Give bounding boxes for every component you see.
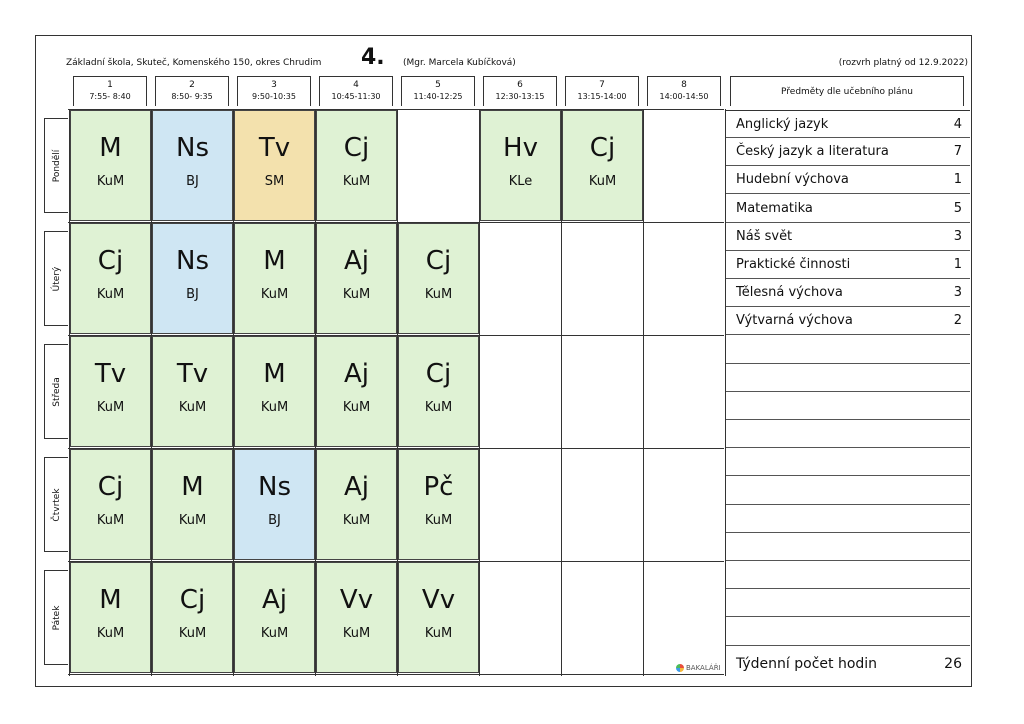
subject-hours: 3	[953, 285, 962, 301]
period-time: 10:45-11:30	[331, 92, 381, 101]
lesson-cell[interactable]	[398, 449, 479, 560]
lesson-cell[interactable]	[70, 336, 151, 447]
subject-row-empty	[726, 505, 970, 533]
subject-row	[726, 166, 970, 194]
lesson-cell[interactable]	[316, 110, 397, 221]
lesson-cell[interactable]	[70, 449, 151, 560]
subject-row	[726, 138, 970, 166]
lesson-subject: Aj	[343, 246, 369, 276]
subject-name: Anglický jazyk	[736, 117, 829, 132]
subject-name: Hudební výchova	[736, 172, 849, 188]
lesson-teacher: KuM	[96, 174, 125, 189]
lesson-subject: Ns	[176, 133, 209, 163]
lesson-teacher: KuM	[260, 626, 289, 641]
lesson-subject: Tv	[176, 359, 209, 389]
lesson-teacher: KuM	[424, 287, 453, 302]
subject-name: Náš svět	[736, 228, 793, 244]
lesson-cell[interactable]	[398, 223, 479, 334]
lesson-cell[interactable]	[562, 110, 643, 221]
period-header-6	[483, 76, 557, 106]
bakalari-logo-icon	[676, 664, 684, 672]
lesson-teacher: BJ	[186, 287, 199, 302]
subject-name: Český jazyk a literatura	[736, 144, 889, 160]
lesson-teacher: KuM	[342, 287, 371, 302]
bakalari-logo	[676, 664, 721, 672]
lesson-subject: Aj	[261, 585, 287, 615]
subject-row-empty	[726, 477, 970, 505]
lesson-teacher: KuM	[96, 400, 125, 415]
lesson-cell[interactable]	[234, 110, 315, 221]
lesson-teacher: SM	[264, 174, 285, 189]
lesson-cell[interactable]	[398, 336, 479, 447]
period-number: 3	[271, 80, 277, 90]
period-header-4	[319, 76, 393, 106]
lesson-cell[interactable]	[152, 110, 233, 221]
period-number: 8	[681, 80, 687, 90]
period-number: 4	[353, 80, 359, 90]
lesson-cell[interactable]	[234, 223, 315, 334]
lesson-teacher: KuM	[342, 400, 371, 415]
day-label-4	[44, 457, 68, 552]
subject-row-empty	[726, 533, 970, 561]
subject-row-empty	[726, 336, 970, 364]
lesson-subject: Cj	[425, 246, 452, 276]
lesson-subject: M	[263, 359, 286, 389]
lesson-subject: Ns	[258, 472, 291, 502]
lesson-subject: Cj	[179, 585, 206, 615]
subject-row	[726, 307, 970, 335]
day-label-3	[44, 344, 68, 439]
lesson-cell[interactable]	[316, 223, 397, 334]
subject-row-empty	[726, 392, 970, 420]
weekly-total-label: Týdenní počet hodin	[736, 656, 878, 672]
period-number: 5	[435, 80, 441, 90]
lesson-cell[interactable]	[234, 449, 315, 560]
period-time: 14:00-14:50	[659, 92, 709, 101]
lesson-teacher: KuM	[96, 513, 125, 528]
lesson-cell[interactable]	[152, 562, 233, 673]
lesson-subject: Cj	[589, 133, 616, 163]
period-time: 7:55- 8:40	[89, 92, 131, 101]
lesson-cell[interactable]	[398, 562, 479, 673]
subject-name: Matematika	[736, 200, 813, 216]
lesson-teacher: KuM	[342, 513, 371, 528]
day-name: Čtvrtek	[51, 487, 62, 522]
period-header-2	[155, 76, 229, 106]
validity-date: (rozvrh platný od 12.9.2022)	[838, 58, 968, 68]
subject-hours: 3	[953, 228, 962, 244]
lesson-cell[interactable]	[480, 110, 561, 221]
lesson-subject: Vv	[339, 585, 374, 615]
lesson-cell[interactable]	[316, 336, 397, 447]
lesson-subject: Cj	[343, 133, 370, 163]
grid-line	[68, 674, 724, 675]
period-header-3	[237, 76, 311, 106]
lesson-teacher: KLe	[508, 174, 533, 189]
lesson-subject: M	[263, 246, 286, 276]
lesson-subject: Aj	[343, 359, 369, 389]
period-time: 13:15-14:00	[577, 92, 627, 101]
lesson-subject: Tv	[94, 359, 127, 389]
lesson-subject: Tv	[258, 133, 291, 163]
subject-hours: 4	[953, 117, 962, 132]
lesson-cell[interactable]	[152, 336, 233, 447]
subject-name: Praktické činnosti	[736, 257, 851, 272]
day-name: Úterý	[51, 266, 62, 291]
lesson-teacher: BJ	[268, 513, 281, 528]
subject-row-empty	[726, 561, 970, 589]
lesson-teacher: KuM	[96, 626, 125, 641]
period-time: 8:50- 9:35	[171, 92, 213, 101]
lesson-teacher: KuM	[424, 626, 453, 641]
period-header-7	[565, 76, 639, 106]
lesson-subject: Ns	[176, 246, 209, 276]
subject-row	[726, 223, 970, 251]
lesson-subject: Pč	[423, 472, 454, 502]
class-name: 4.	[361, 45, 385, 70]
lesson-cell[interactable]	[70, 562, 151, 673]
lesson-subject: Hv	[503, 133, 538, 163]
lesson-teacher: KuM	[424, 400, 453, 415]
lesson-cell[interactable]	[234, 336, 315, 447]
day-label-2	[44, 231, 68, 326]
lesson-teacher: KuM	[588, 174, 617, 189]
subject-row	[726, 279, 970, 307]
subject-hours: 1	[953, 172, 962, 188]
subject-row	[726, 110, 970, 138]
bakalari-logo-text: BAKALÁŘI	[686, 664, 721, 672]
lesson-cell[interactable]	[152, 449, 233, 560]
subject-row-empty	[726, 618, 970, 646]
lesson-teacher: KuM	[342, 626, 371, 641]
subject-hours: 5	[953, 200, 962, 216]
lesson-subject: M	[99, 133, 122, 163]
day-name: Pondělí	[51, 149, 62, 182]
period-header-5	[401, 76, 475, 106]
day-label-1	[44, 118, 68, 213]
lesson-subject: Aj	[343, 472, 369, 502]
lesson-cell[interactable]	[234, 562, 315, 673]
lesson-cell[interactable]	[70, 223, 151, 334]
subject-row-empty	[726, 589, 970, 617]
subjects-panel-title: Předměty dle učebního plánu	[730, 76, 964, 106]
period-number: 2	[189, 80, 195, 90]
lesson-subject: Vv	[421, 585, 456, 615]
subject-hours: 1	[953, 257, 962, 272]
lesson-teacher: KuM	[96, 287, 125, 302]
subject-hours: 7	[953, 144, 962, 160]
lesson-subject: M	[99, 585, 122, 615]
lesson-subject: Cj	[97, 472, 124, 502]
lesson-cell[interactable]	[70, 110, 151, 221]
lesson-teacher: KuM	[424, 513, 453, 528]
period-time: 11:40-12:25	[413, 92, 463, 101]
lesson-teacher: KuM	[260, 287, 289, 302]
lesson-teacher: KuM	[178, 400, 207, 415]
grid-line	[643, 109, 644, 676]
period-number: 6	[517, 80, 523, 90]
lesson-subject: M	[181, 472, 204, 502]
subject-row-empty	[726, 364, 970, 392]
subject-row	[726, 251, 970, 279]
subject-name: Tělesná výchova	[736, 285, 843, 301]
subject-name: Výtvarná výchova	[736, 313, 853, 329]
lesson-subject: Cj	[425, 359, 452, 389]
period-header-8	[647, 76, 721, 106]
lesson-teacher: KuM	[260, 400, 289, 415]
day-label-5	[44, 570, 68, 665]
lesson-teacher: BJ	[186, 174, 199, 189]
period-time: 9:50-10:35	[252, 92, 296, 101]
lesson-teacher: KuM	[178, 626, 207, 641]
period-header-1	[73, 76, 147, 106]
period-time: 12:30-13:15	[495, 92, 545, 101]
subject-row	[726, 195, 970, 223]
teacher-name: (Mgr. Marcela Kubíčková)	[403, 58, 516, 68]
day-name: Středa	[51, 376, 62, 407]
lesson-subject: Cj	[97, 246, 124, 276]
lesson-teacher: KuM	[178, 513, 207, 528]
period-number: 7	[599, 80, 605, 90]
lesson-teacher: KuM	[342, 174, 371, 189]
school-name: Základní škola, Skuteč, Komenského 150, okres Chrudim	[66, 58, 322, 68]
lesson-cell[interactable]	[316, 562, 397, 673]
weekly-total	[726, 650, 970, 678]
subject-row-empty	[726, 420, 970, 448]
subject-row-empty	[726, 448, 970, 476]
lesson-cell[interactable]	[316, 449, 397, 560]
subject-hours: 2	[953, 313, 962, 329]
weekly-total-value: 26	[944, 656, 962, 672]
lesson-cell[interactable]	[152, 223, 233, 334]
period-number: 1	[107, 80, 113, 90]
day-name: Pátek	[51, 605, 62, 630]
